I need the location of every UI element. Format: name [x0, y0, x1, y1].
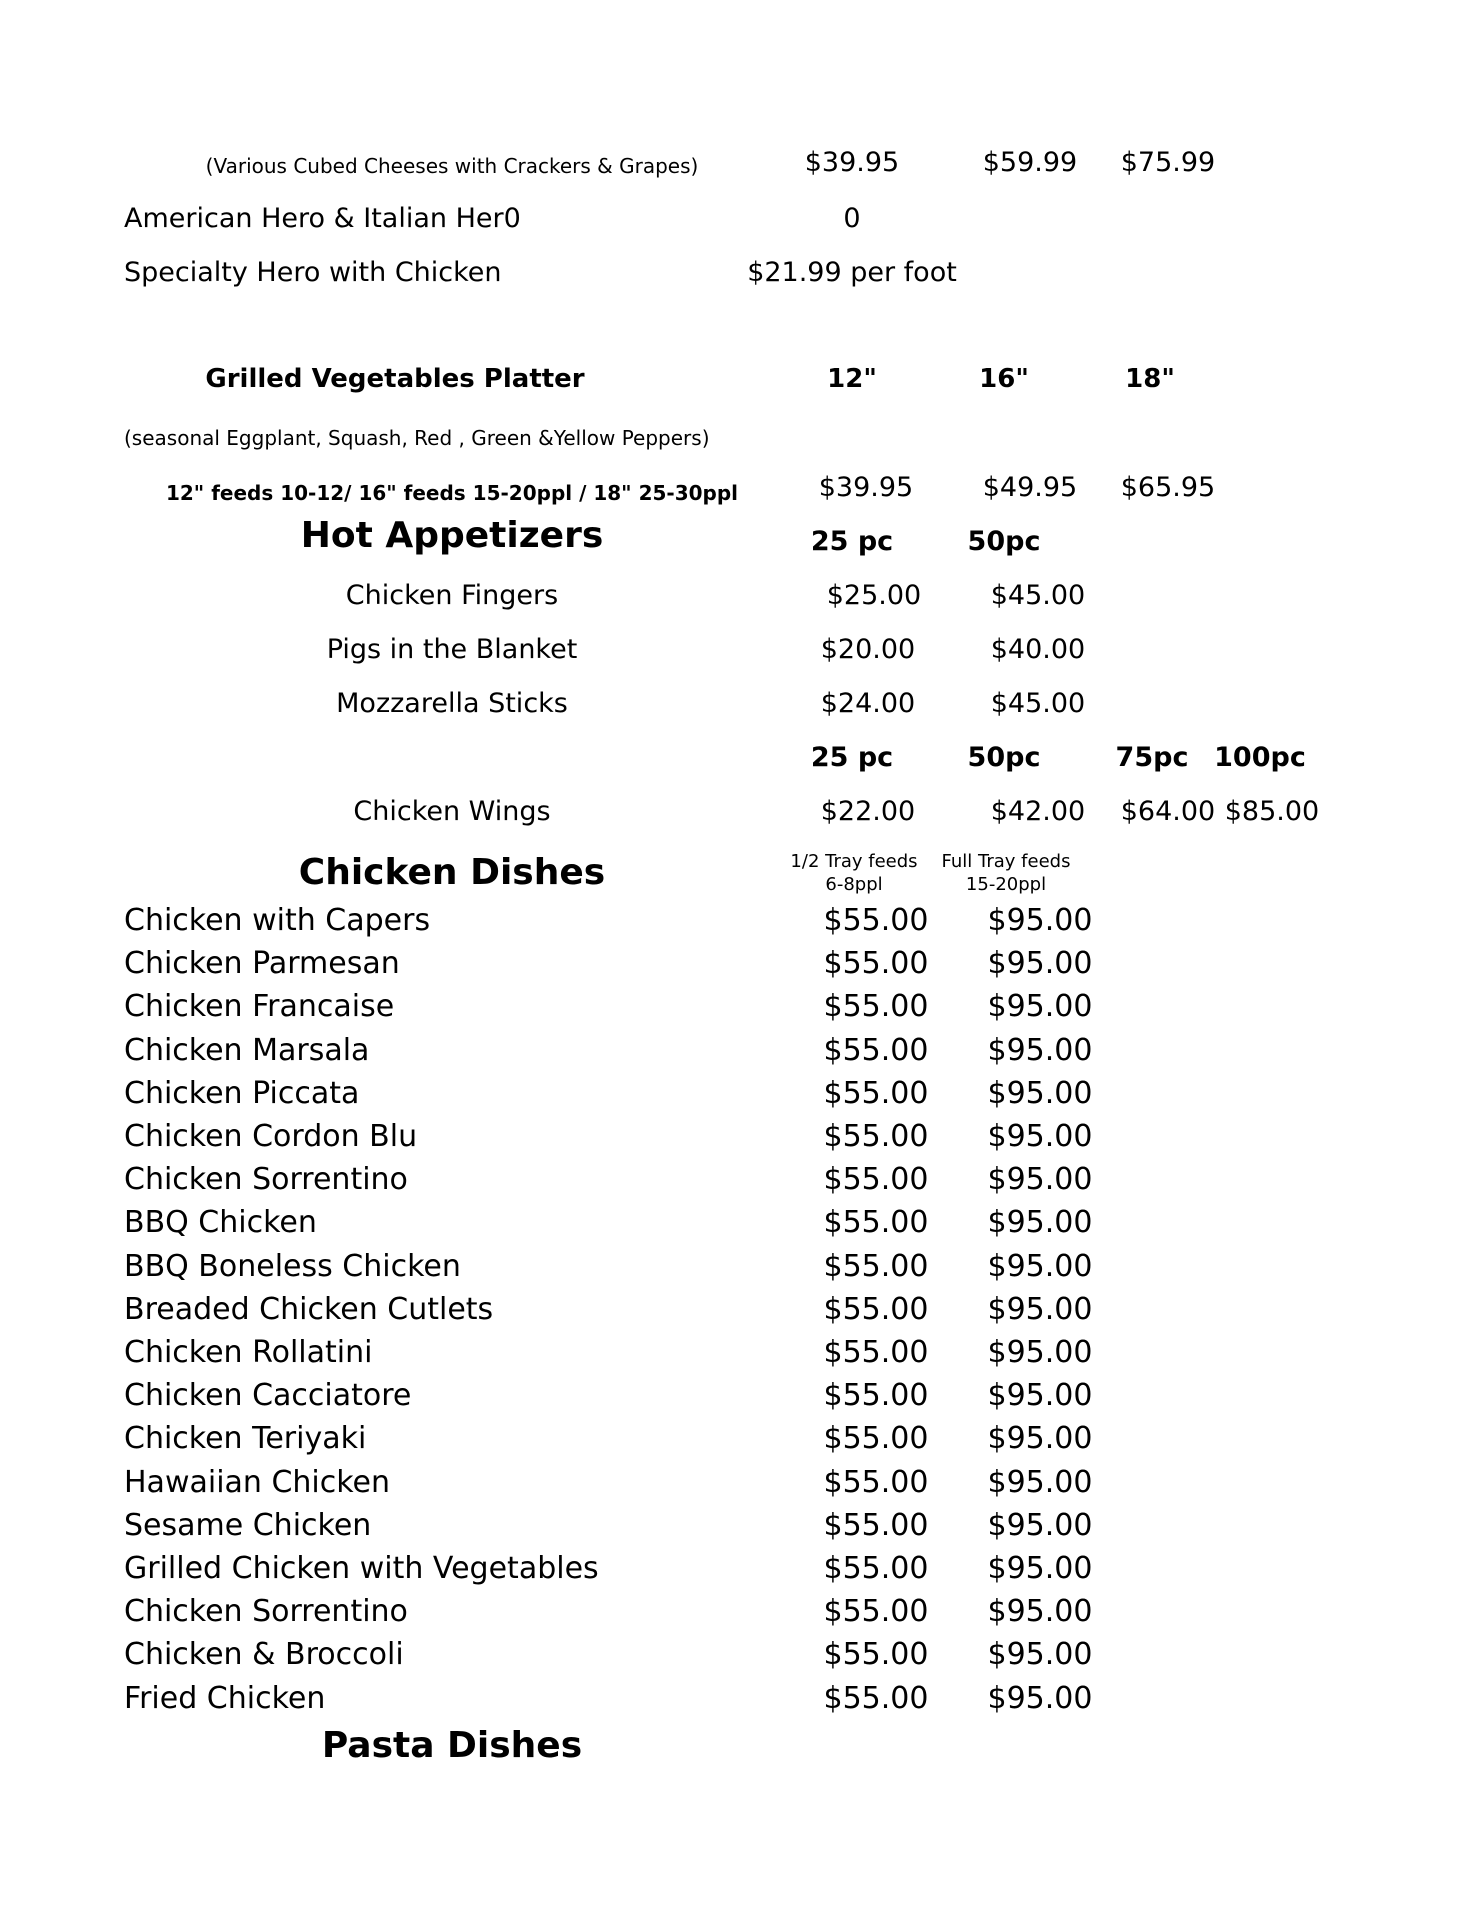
wings-header-75pc: 75pc [1115, 742, 1189, 773]
chicken-dish-half-tray-price: $55.00 [823, 1637, 929, 1672]
chicken-dish-half-tray-price: $55.00 [823, 989, 929, 1024]
appetizer-price-50: $40.00 [990, 634, 1086, 665]
cheese-price-medium: $59.99 [982, 147, 1078, 178]
vegetables-price-12: $39.95 [818, 472, 914, 503]
wings-price-50: $42.00 [990, 796, 1086, 827]
chicken-dish-name: Chicken Sorrentino [124, 1162, 408, 1197]
chicken-dish-full-tray-price: $95.00 [987, 1551, 1093, 1586]
chicken-dish-full-tray-price: $95.00 [987, 1594, 1093, 1629]
chicken-dish-name: Chicken Rollatini [124, 1335, 373, 1370]
chicken-dish-half-tray-price: $55.00 [823, 1292, 929, 1327]
cheese-platter-description: (Various Cubed Cheeses with Crackers & Grapes) [205, 154, 699, 178]
full-tray-line1: Full Tray feeds [941, 851, 1071, 872]
chicken-dish-name: Chicken Parmesan [124, 946, 400, 981]
chicken-dish-half-tray-price: $55.00 [823, 1205, 929, 1240]
chicken-dish-full-tray-price: $95.00 [987, 989, 1093, 1024]
appetizer-name: Pigs in the Blanket [326, 634, 578, 665]
chicken-dish-full-tray-price: $95.00 [987, 903, 1093, 938]
chicken-dish-half-tray-price: $55.00 [823, 1465, 929, 1500]
chicken-dish-half-tray-price: $55.00 [823, 1421, 929, 1456]
wings-price-25: $22.00 [820, 796, 916, 827]
grilled-vegetables-title: Grilled Vegetables Platter [205, 364, 585, 394]
chicken-dish-half-tray-price: $55.00 [823, 1335, 929, 1370]
cheese-price-small: $39.95 [804, 147, 900, 178]
hero-item-price: $21.99 per foot [747, 257, 957, 288]
chicken-dish-full-tray-price: $95.00 [987, 1378, 1093, 1413]
chicken-dish-full-tray-price: $95.00 [987, 1421, 1093, 1456]
chicken-dish-half-tray-price: $55.00 [823, 1594, 929, 1629]
grilled-vegetables-description: (seasonal Eggplant, Squash, Red , Green &Yellow Peppers) [124, 426, 710, 450]
appetizer-price-50: $45.00 [990, 580, 1086, 611]
chicken-dish-full-tray-price: $95.00 [987, 1119, 1093, 1154]
grilled-vegetables-feeds: 12" feeds 10-12/ 16" feeds 15-20ppl / 18" 25-30ppl [165, 481, 739, 505]
chicken-dish-name: Breaded Chicken Cutlets [124, 1292, 494, 1327]
hot-appetizers-title: Hot Appetizers [300, 515, 604, 556]
vegetables-price-18: $65.95 [1120, 472, 1216, 503]
full-tray-line2: 15-20ppl [965, 873, 1047, 895]
chicken-dish-half-tray-price: $55.00 [823, 1033, 929, 1068]
hero-item-name: American Hero & Italian Her0 [124, 203, 521, 234]
chicken-dish-full-tray-price: $95.00 [987, 1205, 1093, 1240]
chicken-dish-half-tray-price: $55.00 [823, 1119, 929, 1154]
chicken-dish-name: Chicken Marsala [124, 1033, 370, 1068]
chicken-dish-name: Chicken Sorrentino [124, 1594, 408, 1629]
wings-header-50pc: 50pc [967, 742, 1041, 773]
chicken-dish-name: Sesame Chicken [124, 1508, 372, 1543]
half-tray-line1: 1/2 Tray feeds [790, 851, 918, 872]
wings-price-100: $85.00 [1224, 796, 1320, 827]
chicken-dish-full-tray-price: $95.00 [987, 1465, 1093, 1500]
chicken-dish-name: Chicken Teriyaki [124, 1421, 367, 1456]
chicken-dish-half-tray-price: $55.00 [823, 1076, 929, 1111]
hero-item-price: 0 [843, 203, 861, 234]
chicken-dish-full-tray-price: $95.00 [987, 1249, 1093, 1284]
chicken-dish-full-tray-price: $95.00 [987, 1637, 1093, 1672]
chicken-dish-name: Chicken Francaise [124, 989, 395, 1024]
appetizer-name: Chicken Fingers [345, 580, 559, 611]
appetizers-header-25pc: 25 pc [810, 526, 894, 557]
size-header-12: 12" [827, 364, 877, 394]
appetizers-header-50pc: 50pc [967, 526, 1041, 557]
chicken-dish-half-tray-price: $55.00 [823, 1249, 929, 1284]
cheese-price-large: $75.99 [1120, 147, 1216, 178]
chicken-dishes-title: Chicken Dishes [298, 852, 606, 893]
chicken-dish-half-tray-price: $55.00 [823, 1162, 929, 1197]
appetizer-price-50: $45.00 [990, 688, 1086, 719]
chicken-dish-name: BBQ Boneless Chicken [124, 1249, 461, 1284]
chicken-dish-name: Chicken Cacciatore [124, 1378, 412, 1413]
chicken-dish-full-tray-price: $95.00 [987, 1033, 1093, 1068]
chicken-dish-name: Chicken Piccata [124, 1076, 360, 1111]
wings-header-100pc: 100pc [1214, 742, 1306, 773]
half-tray-line2: 6-8ppl [825, 873, 883, 895]
chicken-dish-half-tray-price: $55.00 [823, 1551, 929, 1586]
chicken-dish-name: Grilled Chicken with Vegetables [124, 1551, 599, 1586]
chicken-dish-half-tray-price: $55.00 [823, 1378, 929, 1413]
chicken-dish-half-tray-price: $55.00 [823, 1508, 929, 1543]
appetizer-price-25: $24.00 [820, 688, 916, 719]
chicken-dish-name: BBQ Chicken [124, 1205, 317, 1240]
chicken-dish-name: Hawaiian Chicken [124, 1465, 391, 1500]
chicken-dish-full-tray-price: $95.00 [987, 1681, 1093, 1716]
appetizer-price-25: $25.00 [826, 580, 922, 611]
chicken-dish-name: Chicken & Broccoli [124, 1637, 404, 1672]
chicken-dish-full-tray-price: $95.00 [987, 1508, 1093, 1543]
chicken-dish-name: Chicken with Capers [124, 903, 431, 938]
appetizer-name: Mozzarella Sticks [336, 688, 568, 719]
wings-name: Chicken Wings [353, 796, 551, 827]
pasta-dishes-title: Pasta Dishes [321, 1725, 583, 1766]
wings-header-25pc: 25 pc [810, 742, 894, 773]
chicken-dish-full-tray-price: $95.00 [987, 946, 1093, 981]
chicken-dish-full-tray-price: $95.00 [987, 1292, 1093, 1327]
appetizer-price-25: $20.00 [820, 634, 916, 665]
chicken-dish-name: Fried Chicken [124, 1681, 326, 1716]
full-tray-header [942, 851, 1071, 896]
hero-item-name: Specialty Hero with Chicken [124, 257, 502, 288]
chicken-dish-full-tray-price: $95.00 [987, 1335, 1093, 1370]
vegetables-price-16: $49.95 [982, 472, 1078, 503]
chicken-dish-half-tray-price: $55.00 [823, 903, 929, 938]
half-tray-header [790, 851, 917, 896]
wings-price-75: $64.00 [1120, 796, 1216, 827]
size-header-18: 18" [1125, 364, 1175, 394]
chicken-dish-name: Chicken Cordon Blu [124, 1119, 418, 1154]
chicken-dish-full-tray-price: $95.00 [987, 1076, 1093, 1111]
chicken-dish-half-tray-price: $55.00 [823, 1681, 929, 1716]
chicken-dish-full-tray-price: $95.00 [987, 1162, 1093, 1197]
chicken-dish-half-tray-price: $55.00 [823, 946, 929, 981]
size-header-16: 16" [979, 364, 1029, 394]
